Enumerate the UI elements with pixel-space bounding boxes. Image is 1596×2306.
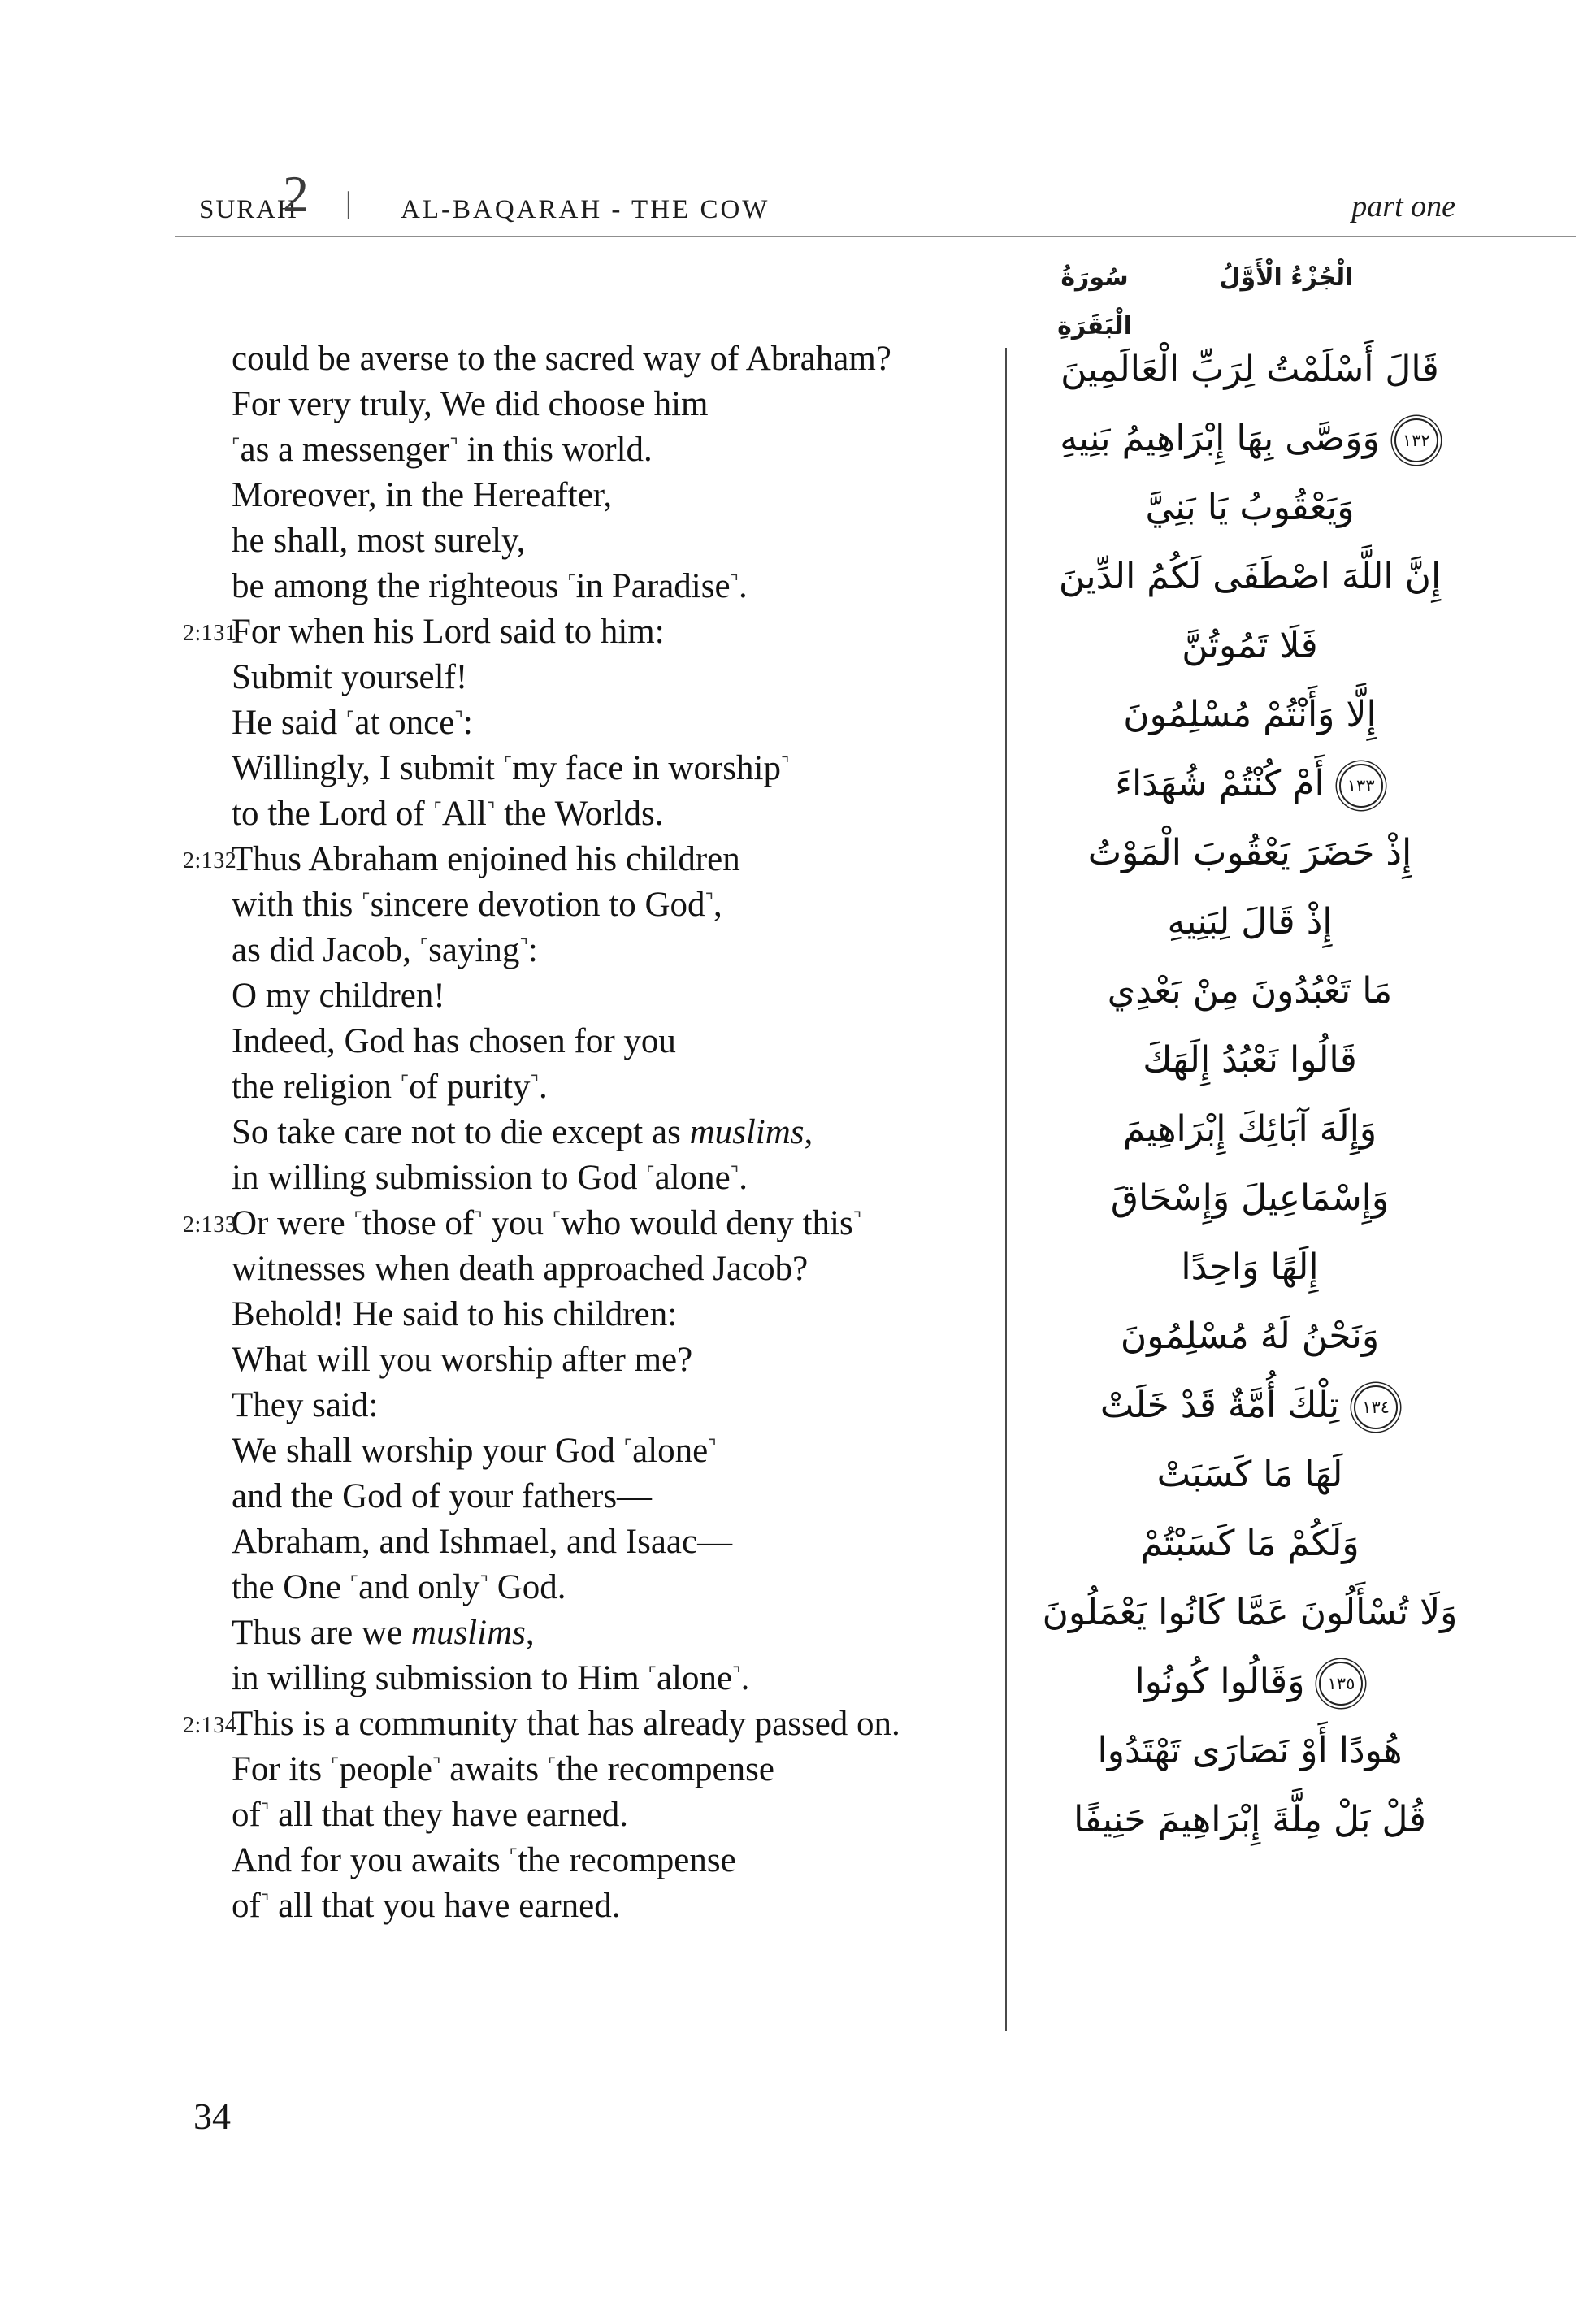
half-bracket-icon: ⌜ [503,753,513,775]
english-line [183,609,979,655]
english-line [232,700,979,746]
arabic-line-text: وَيَعْقُوبُ يَا بَنِيَّ [1145,487,1355,528]
arabic-line [1022,1647,1477,1716]
english-line [232,882,979,928]
english-line [232,1246,979,1292]
arabic-line [1022,611,1477,680]
arabic-line-text: إِذْ حَضَرَ يَعْقُوبَ الْمَوْتُ [1087,832,1412,873]
half-bracket-icon: ⌝ [474,1208,483,1230]
arabic-line [1022,1371,1477,1440]
english-line [183,837,979,882]
english-line [232,1155,979,1201]
half-bracket-icon: ⌜ [567,571,576,593]
english-line [232,1292,979,1337]
english-line [232,1110,979,1155]
english-line [232,1519,979,1565]
english-line-text: He said ⌜at once⌝: [232,704,473,742]
ayah-medallion: ١٣٢ [1394,418,1438,462]
arabic-line [1022,749,1477,818]
english-line [232,1337,979,1383]
arabic-line-text: وَلَا تُسْأَلُونَ عَمَّا كَانُوا يَعْمَلُونَ [1042,1592,1458,1633]
arabic-line [1022,404,1477,473]
english-line-text: he shall, most surely, [232,522,526,560]
header-separator: | [345,186,352,220]
english-column [183,336,979,1929]
part-label: part one [1351,189,1455,223]
english-line [232,746,979,791]
english-line-text: ⌜as a messenger⌝ in this world. [232,431,653,469]
english-line-text: Indeed, God has chosen for you [232,1022,676,1060]
english-line-text: This is a community that has already passed on. [232,1705,900,1743]
half-bracket-icon: ⌜ [400,1072,410,1094]
half-bracket-icon: ⌜ [345,708,355,730]
half-bracket-icon: ⌝ [486,799,496,821]
running-header [175,165,1576,236]
english-line [232,1474,979,1519]
english-line-text: So take care not to die except as muslims, [232,1113,813,1151]
ayah-medallion: ١٣٣ [1339,764,1383,808]
arabic-line [1022,1233,1477,1302]
arabic-line [1022,335,1477,404]
half-bracket-icon: ⌜ [433,799,442,821]
arabic-line-text: قَالَ أَسْلَمْتُ لِرَبِّ الْعَالَمِينَ [1060,349,1439,390]
english-line-text: Willingly, I submit ⌜my face in worship⌝ [232,749,790,787]
half-bracket-icon: ⌜ [648,1663,657,1685]
arabic-line [1022,887,1477,956]
english-line-text: O my children! [232,977,445,1015]
arabic-line-text: فَلَا تَمُوتُنَّ [1182,625,1318,666]
arabic-line [1022,1440,1477,1509]
english-line-text: Thus are we muslims, [232,1614,535,1652]
arabic-line [1022,818,1477,887]
english-line [232,382,979,427]
arabic-line-text: وَإِلَهَ آبَائِكَ إِبْرَاهِيمَ [1122,1108,1377,1150]
arabic-line-text: أَمْ كُنْتُمْ شُهَدَاءَ [1115,763,1325,804]
english-line [232,336,979,382]
arabic-line [1022,1716,1477,1785]
english-line-text: as did Jacob, ⌜saying⌝: [232,931,538,969]
arabic-line-text: إِلَهًا وَاحِدًا [1181,1246,1319,1288]
arabic-line [1022,1785,1477,1854]
english-line [183,1201,979,1246]
half-bracket-icon: ⌝ [732,1663,741,1685]
arabic-line-text: قَالُوا نَعْبُدُ إِلَهَكَ [1143,1039,1357,1081]
english-line-text: Or were ⌜those of⌝ you ⌜who would deny this⌝ [232,1204,862,1242]
half-bracket-icon: ⌝ [432,1754,441,1776]
english-line-text: What will you worship after me? [232,1341,693,1379]
arabic-line [1022,1025,1477,1094]
verse-number-label: 2:131 [183,621,237,646]
english-line-text: and the God of your fathers— [232,1477,653,1515]
verse-number-label: 2:133 [183,1212,237,1238]
half-bracket-icon: ⌜ [547,1754,557,1776]
english-line-text: could be averse to the sacred way of Abraham? [232,340,891,378]
header-rule [175,236,1576,237]
arabic-line-text: قُلْ بَلْ مِلَّةَ إِبْرَاهِيمَ حَنِيفًا [1073,1799,1426,1840]
english-line-text: For its ⌜people⌝ awaits ⌜the recompense [232,1750,774,1788]
half-bracket-icon: ⌝ [519,935,528,957]
english-line-text: be among the righteous ⌜in Paradise⌝. [232,567,748,605]
arabic-line-text: إِلَّا وَأَنْتُمْ مُسْلِمُونَ [1123,694,1377,735]
arabic-line [1022,1094,1477,1164]
arabic-line [1022,1578,1477,1647]
english-line [232,1838,979,1883]
arabic-line-text: وَلَكُمْ مَا كَسَبْتُمْ [1140,1523,1360,1564]
english-line-text: in willing submission to God ⌜alone⌝. [232,1159,748,1197]
english-line [232,473,979,518]
english-line-text: For when his Lord said to him: [232,613,665,651]
english-line-text: And for you awaits ⌜the recompense [232,1841,736,1879]
english-line [232,1565,979,1610]
english-line [232,427,979,473]
arabic-line-text: وَإِسْمَاعِيلَ وَإِسْحَاقَ [1110,1177,1390,1219]
arabic-line [1022,473,1477,542]
surah-label: SURAH [199,195,298,224]
verse-number-label: 2:134 [183,1713,237,1738]
english-line [232,973,979,1019]
half-bracket-icon: ⌝ [260,1800,270,1822]
english-line-text: They said: [232,1386,379,1424]
column-divider [1005,348,1007,2031]
arabic-line-text: هُودًا أَوْ نَصَارَى تَهْتَدُوا [1097,1730,1403,1771]
half-bracket-icon: ⌝ [454,708,463,730]
english-line [232,655,979,700]
english-line [232,928,979,973]
english-line [232,1428,979,1474]
half-bracket-icon: ⌝ [780,753,790,775]
arabic-line [1022,542,1477,611]
english-line-text: to the Lord of ⌜All⌝ the Worlds. [232,795,664,833]
english-line [232,1064,979,1110]
half-bracket-icon: ⌜ [623,1436,633,1458]
english-line [232,1656,979,1701]
half-bracket-icon: ⌝ [479,1572,488,1594]
arabic-line [1022,1509,1477,1578]
english-line-text: Abraham, and Ishmael, and Isaac— [232,1523,733,1561]
half-bracket-icon: ⌜ [419,935,429,957]
ayah-medallion: ١٣٤ [1354,1385,1398,1429]
english-line-text: of⌝ all that you have earned. [232,1887,621,1925]
english-line [232,1610,979,1656]
arabic-line-text: تِلْكَ أُمَّةٌ قَدْ خَلَتْ [1099,1385,1340,1426]
english-line-text: witnesses when death approached Jacob? [232,1250,809,1288]
half-bracket-icon: ⌜ [646,1163,655,1185]
arabic-line-text: وَقَالُوا كُونُوا [1134,1661,1305,1702]
english-line-text: with this ⌜sincere devotion to God⌝, [232,886,722,924]
arabic-line-text: إِذْ قَالَ لِبَنِيهِ [1167,901,1333,943]
arabic-line [1022,680,1477,749]
english-line-text: We shall worship your God ⌜alone⌝ [232,1432,717,1470]
english-line-text: of⌝ all that they have earned. [232,1796,629,1834]
half-bracket-icon: ⌜ [232,435,241,457]
arabic-line-text: وَوَصَّى بِهَا إِبْرَاهِيمُ بَنِيهِ [1060,418,1380,459]
half-bracket-icon: ⌝ [449,435,458,457]
page-number: 34 [193,2096,231,2137]
arabic-line-text: وَنَحْنُ لَهُ مُسْلِمُونَ [1120,1316,1380,1357]
half-bracket-icon: ⌝ [705,890,714,912]
half-bracket-icon: ⌝ [730,571,739,593]
english-line [232,1019,979,1064]
arabic-line-text: مَا تَعْبُدُونَ مِنْ بَعْدِي [1107,970,1393,1012]
arabic-column [1022,335,1477,1854]
english-line [232,518,979,564]
arabic-juz-title: الْجُزْءُ الْأَوَّلُ [1219,263,1354,292]
english-line [183,1701,979,1747]
arabic-line [1022,1164,1477,1233]
half-bracket-icon: ⌜ [552,1208,562,1230]
ayah-medallion: ١٣٥ [1319,1662,1363,1706]
english-line-text: the One ⌜and only⌝ God. [232,1568,566,1606]
arabic-line-text: لَهَا مَا كَسَبَتْ [1156,1454,1343,1495]
half-bracket-icon: ⌜ [349,1572,359,1594]
english-line-text: Behold! He said to his children: [232,1295,678,1333]
half-bracket-icon: ⌜ [509,1845,518,1867]
half-bracket-icon: ⌝ [530,1072,540,1094]
surah-name: AL-BAQARAH - THE COW [401,195,770,224]
verse-number-label: 2:132 [183,848,237,873]
english-line [232,1383,979,1428]
half-bracket-icon: ⌝ [260,1891,270,1913]
arabic-line [1022,1302,1477,1371]
english-line-text: Submit yourself! [232,658,468,696]
half-bracket-icon: ⌜ [330,1754,340,1776]
half-bracket-icon: ⌝ [852,1208,862,1230]
english-line [232,1747,979,1792]
half-bracket-icon: ⌜ [353,1208,362,1230]
half-bracket-icon: ⌝ [708,1436,717,1458]
english-line [232,1883,979,1929]
english-line-text: For very truly, We did choose him [232,385,709,423]
arabic-line-text: إِنَّ اللَّهَ اصْطَفَى لَكُمُ الدِّينَ [1058,556,1442,597]
half-bracket-icon: ⌜ [362,890,371,912]
english-line-text: Thus Abraham enjoined his children [232,840,740,878]
half-bracket-icon: ⌝ [730,1163,739,1185]
arabic-line [1022,956,1477,1025]
english-line-text: Moreover, in the Hereafter, [232,476,613,514]
english-line-text: in willing submission to Him ⌜alone⌝. [232,1659,750,1697]
surah-number: 2 [283,165,309,223]
arabic-surah-title: سُورَةُ الْبَقَرَةِ [1057,263,1132,340]
english-line-text: the religion ⌜of purity⌝. [232,1068,548,1106]
english-line [232,1792,979,1838]
english-line [232,791,979,837]
english-line [232,564,979,609]
